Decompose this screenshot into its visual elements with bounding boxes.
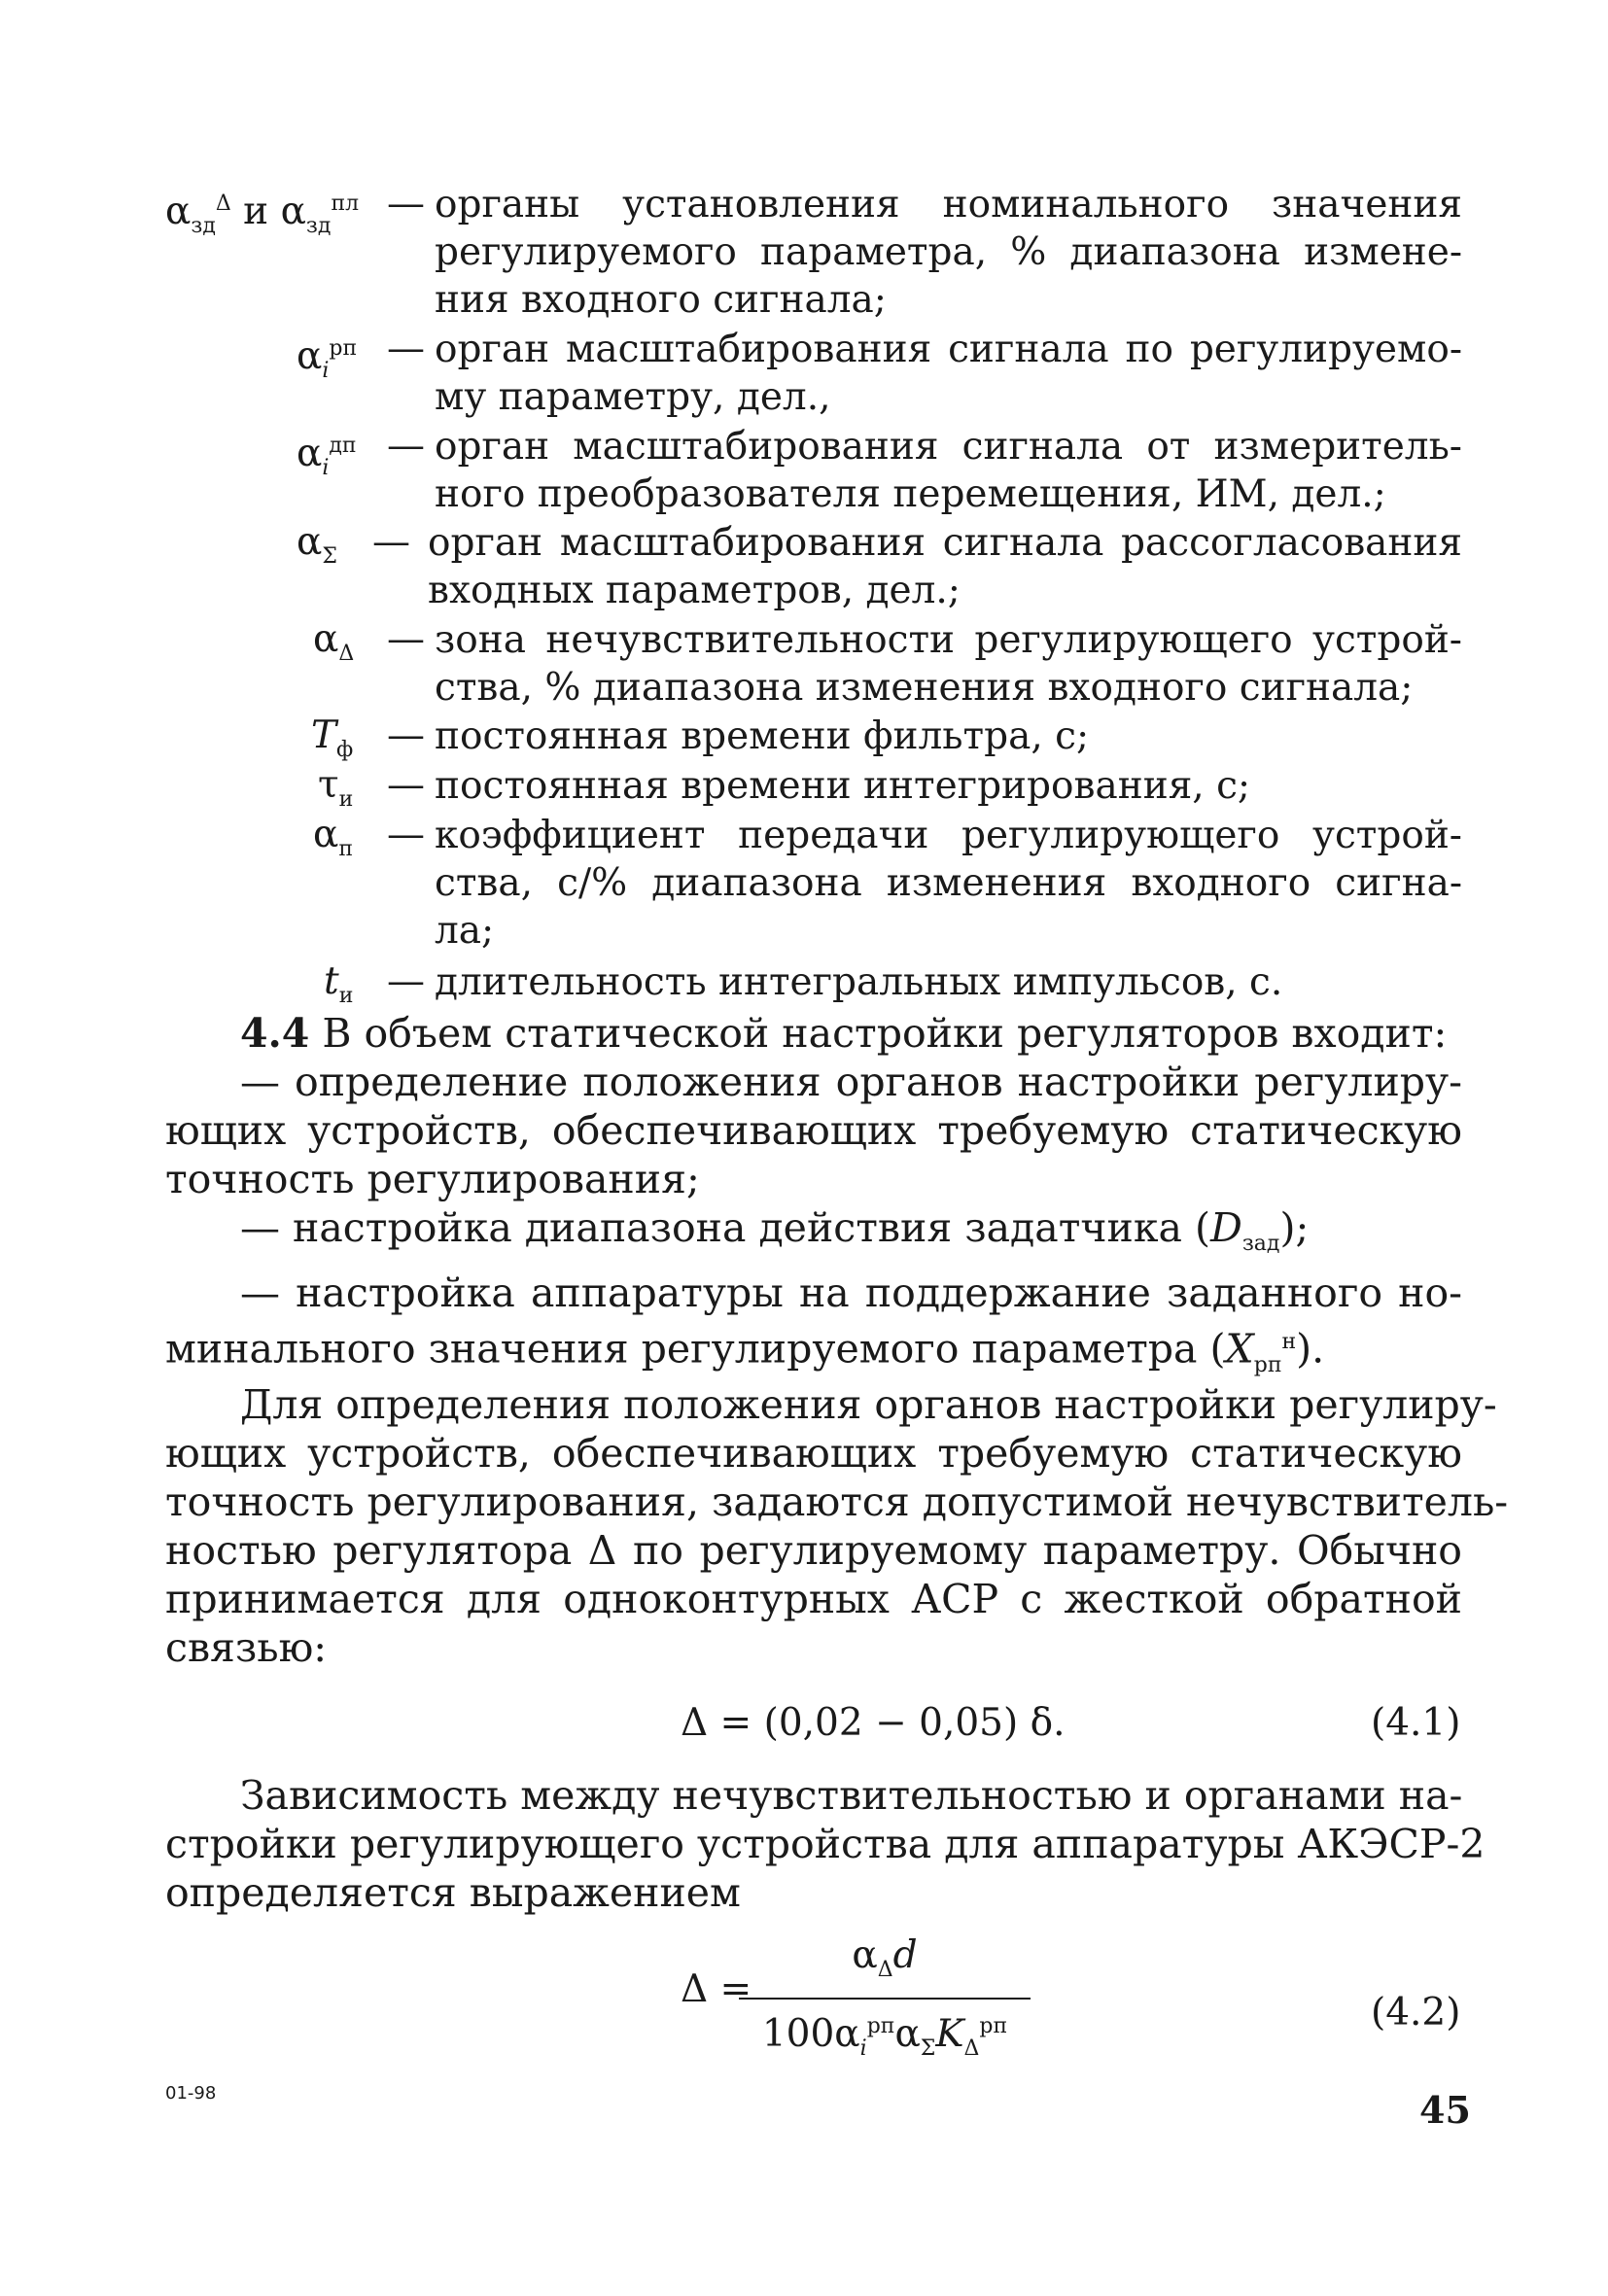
def-symbol: $\alpha_п$ — [313, 813, 354, 861]
list-item: — определение положения органов настройки регулиру- — [240, 1059, 1462, 1105]
def-text: постоянная времени фильтра, с; — [435, 714, 1090, 758]
def-text: орган масштабирования сигнала от измеритель- ного преобразователя перемещения, ИМ, дел.; — [435, 425, 1462, 516]
page-number: 45 — [1419, 2088, 1471, 2132]
section-intro: 4.4 В объем статической настройки регуляторов входит: — [240, 1010, 1448, 1057]
def-symbol: $\tau_и$ — [318, 763, 354, 812]
equation-4-2-lhs: Δ = — [681, 1967, 752, 2011]
list-item: — настройка диапазона действия задатчика $(D_{зад})$; — [240, 1204, 1310, 1257]
def-text: орган масштабирования сигнала рассогласования входных параметров, дел.; — [428, 521, 1462, 612]
def-text: зона нечувствительности регулирующего устрой- ства, % диапазона изменения входного сигнала; — [435, 618, 1462, 710]
def-symbol: $\alpha_i^{дп}$ — [297, 432, 357, 480]
def-symbol: $\alpha_\Sigma$ — [297, 520, 337, 569]
def-dash: — — [387, 713, 425, 757]
def-text: длительность интегральных импульсов, с. — [435, 960, 1283, 1004]
def-text: органы установления номинального значения регулируемого параметра, % диапазона измене- ния входного сигнала; — [435, 183, 1462, 322]
list-item: — настройка аппаратуры на поддержание заданного но- — [240, 1270, 1462, 1317]
def-dash: — — [387, 617, 425, 661]
def-dash: — — [387, 182, 425, 226]
def-symbol: $\alpha_i^{рп}$ — [297, 334, 358, 383]
def-dash: — — [387, 813, 425, 856]
list-item-cont: ющих устройств, обеспечивающих требуемую статическую — [165, 1107, 1462, 1154]
fraction-numerator: $\alpha_\Delta d$ — [852, 1933, 918, 1982]
paragraph-1: Для определения положения органов настройки регулиру- ющих устройств, обеспечивающих требуемую статическую точность регулирования, задаются допустимой нечувствитель- ностью регулятора Δ по регулируемому параметру. Обычно принимается для одноконтурных АСР с жесткой обратной связью: — [165, 1381, 1509, 1671]
footer-code: 01-98 — [165, 2083, 217, 2104]
def-dash: — — [387, 763, 425, 807]
list-item-cont: точность регулирования; — [165, 1156, 700, 1202]
section-number: 4.4 — [240, 1010, 310, 1057]
def-dash: — — [372, 520, 410, 564]
fraction-bar — [739, 1998, 1031, 2000]
def-text: коэффициент передачи регулирующего устрой- ства, с/% диапазона изменения входного сигна- ла; — [435, 814, 1462, 953]
def-symbol: $t_и$ — [324, 959, 354, 1008]
def-text: орган масштабирования сигнала по регулируемо- му параметру, дел., — [435, 328, 1462, 419]
list-item-cont: минального значения регулируемого параметра $(X_{рп}^н)$. — [165, 1325, 1325, 1377]
def-dash: — — [387, 327, 425, 370]
def-dash: — — [387, 959, 425, 1003]
equation-4-1: Δ = (0,02 − 0,05) δ. — [681, 1701, 1066, 1745]
def-dash: — — [387, 424, 425, 468]
paragraph-2: Зависимость между нечувствительностью и органами на- стройки регулирующего устройства для аппаратуры АКЭСР-2 определяется выражением — [165, 1772, 1486, 1916]
def-text: постоянная времени интегрирования, с; — [435, 764, 1251, 808]
section-4-4 — [165, 1009, 1462, 1317]
equation-number: (4.1) — [1371, 1701, 1461, 1745]
equation-4-2-fraction — [739, 1934, 1031, 2070]
def-symbol: $\alpha_{зд}^\Delta$ и $\alpha_{зд}^{пл}$ — [165, 190, 360, 238]
def-symbol: $\alpha_\Delta$ — [313, 617, 355, 666]
equation-number: (4.2) — [1371, 1991, 1461, 2035]
def-symbol: $T_ф$ — [311, 713, 354, 762]
fraction-denominator: $100\alpha_i^{рп}\alpha_\Sigma K_\Delta^{рп}$ — [761, 2011, 1008, 2061]
